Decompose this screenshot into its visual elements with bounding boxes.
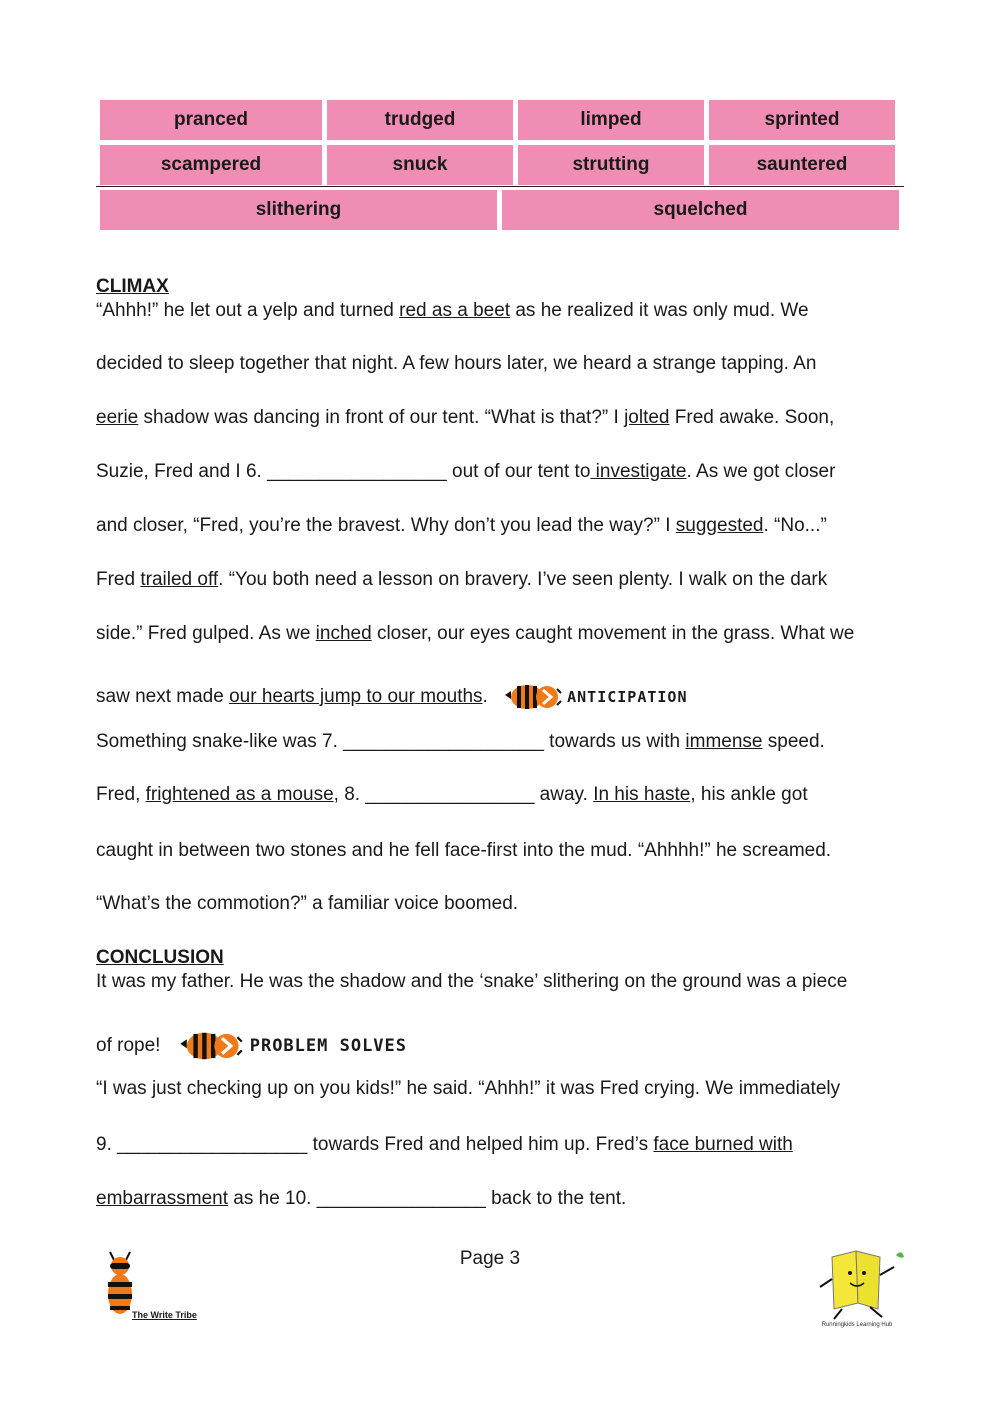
underlined-phrase: investigate [590,461,687,482]
underlined-phrase: inched [315,623,372,644]
page-number: Page 3 [459,1248,521,1269]
tag-label: ANTICIPATION [567,688,688,706]
text: Fred [96,569,141,590]
paragraph-line: “I was just checking up on you kids!” he said. “Ahhh!” it was Fred crying. We immediately [96,1078,841,1099]
underlined-phrase: eerie [96,407,139,428]
fill-in-blank-7[interactable]: ___________________ [343,731,544,752]
paragraph-line [96,784,808,806]
text: side.” Fred gulped. As we [96,623,316,644]
word-bank-cell: pranced [100,100,322,140]
text: as he realized it was only mud. We [510,300,809,321]
text: and closer, “Fred, you’re the bravest. Why don’t you lead the way?” I [96,515,676,536]
paragraph-line [96,461,835,483]
text: , his ankle got [690,784,808,805]
text: speed. [762,731,825,752]
text: Something snake-like was 7. [96,731,344,752]
word-bank-cell: trudged [327,100,513,140]
paragraph-line [96,407,834,429]
text: . [482,686,488,708]
paragraph-line [96,1024,407,1068]
word-bank-cell: strutting [518,145,704,185]
word-bank-cell: scampered [100,145,322,185]
write-tribe-logo-text: The Write Tribe [132,1310,197,1320]
running-book-logo-text: Runningkids Learning Hub [821,1322,893,1328]
word-bank-cell: limped [518,100,704,140]
word-bank-cell: sprinted [709,100,895,140]
text: towards us with [543,731,686,752]
paragraph-line [96,1134,793,1156]
fill-in-blank-9[interactable]: __________________ [117,1134,308,1155]
tag-label: PROBLEM SOLVES [249,1036,408,1056]
text: towards Fred and helped him up. Fred’s [307,1134,654,1155]
fill-in-blank-8[interactable]: ________________ [365,784,535,805]
underlined-phrase: suggested [675,515,764,536]
underlined-phrase: embarrassment [96,1188,228,1209]
text: 9. [96,1134,118,1155]
underlined-phrase: our hearts jump to our mouths [229,686,483,708]
word-bank-cell: snuck [327,145,513,185]
word-bank-row [100,100,900,140]
paragraph-line: decided to sleep together that night. A few hours later, we heard a strange tapping. An [96,353,817,374]
paragraph-line [96,1188,626,1210]
text: . “You both need a lesson on bravery. I’ve seen plenty. I walk on the dark [218,569,828,590]
paragraph-line: caught in between two stones and he fell face-first into the mud. “Ahhhh!” he screamed. [96,840,832,861]
text: Suzie, Fred and I 6. [96,461,268,482]
paragraph-line: “What’s the commotion?” a familiar voice boomed. [96,893,519,914]
text: Fred, [96,784,146,805]
word-bank-cell: sauntered [709,145,895,185]
underlined-phrase: immense [685,731,763,752]
bee-icon [503,677,563,717]
text: shadow was dancing in front of our tent. “What is that?” I [138,407,625,428]
paragraph-line [96,515,827,537]
word-bank [100,100,900,235]
text: “Ahhh!” he let out a yelp and turned [96,300,400,321]
fill-in-blank-6[interactable]: _________________ [267,461,447,482]
paragraph-line [96,677,687,717]
paragraph-line [96,300,809,322]
word-bank-row [100,145,900,185]
text: . “No...” [763,515,827,536]
divider [96,186,904,187]
word-bank-cell: slithering [100,190,497,230]
paragraph-line: It was my father. He was the shadow and the ‘snake’ slithering on the ground was a piece [96,971,848,992]
paragraph-line [96,731,825,753]
underlined-phrase: trailed off [140,569,219,590]
text: saw next made [96,686,230,708]
paragraph-line [96,569,827,591]
underlined-phrase: red as a beet [399,300,511,321]
text: as he 10. [228,1188,317,1209]
word-bank-cell: squelched [502,190,899,230]
problem-solves-tag [176,1024,407,1068]
text: away. [534,784,594,805]
conclusion-heading: CONCLUSION [96,947,224,968]
climax-heading: CLIMAX [96,276,169,297]
paragraph-line [96,623,854,645]
anticipation-tag [503,677,687,717]
text: , 8. [333,784,366,805]
underlined-phrase: In his haste [593,784,691,805]
text: back to the tent. [485,1188,627,1209]
text: . As we got closer [686,461,836,482]
text: out of our tent to [446,461,591,482]
word-bank-row [100,190,900,230]
underlined-phrase: jolted [624,407,670,428]
underlined-phrase: face burned with [653,1134,793,1155]
underlined-phrase: frightened as a mouse [145,784,334,805]
bee-icon [176,1024,246,1068]
text: Fred awake. Soon, [669,407,835,428]
text: closer, our eyes caught movement in the grass. What we [371,623,855,644]
running-book-logo-icon [812,1245,908,1323]
text: of rope! [96,1035,161,1057]
fill-in-blank-10[interactable]: ________________ [316,1188,486,1209]
